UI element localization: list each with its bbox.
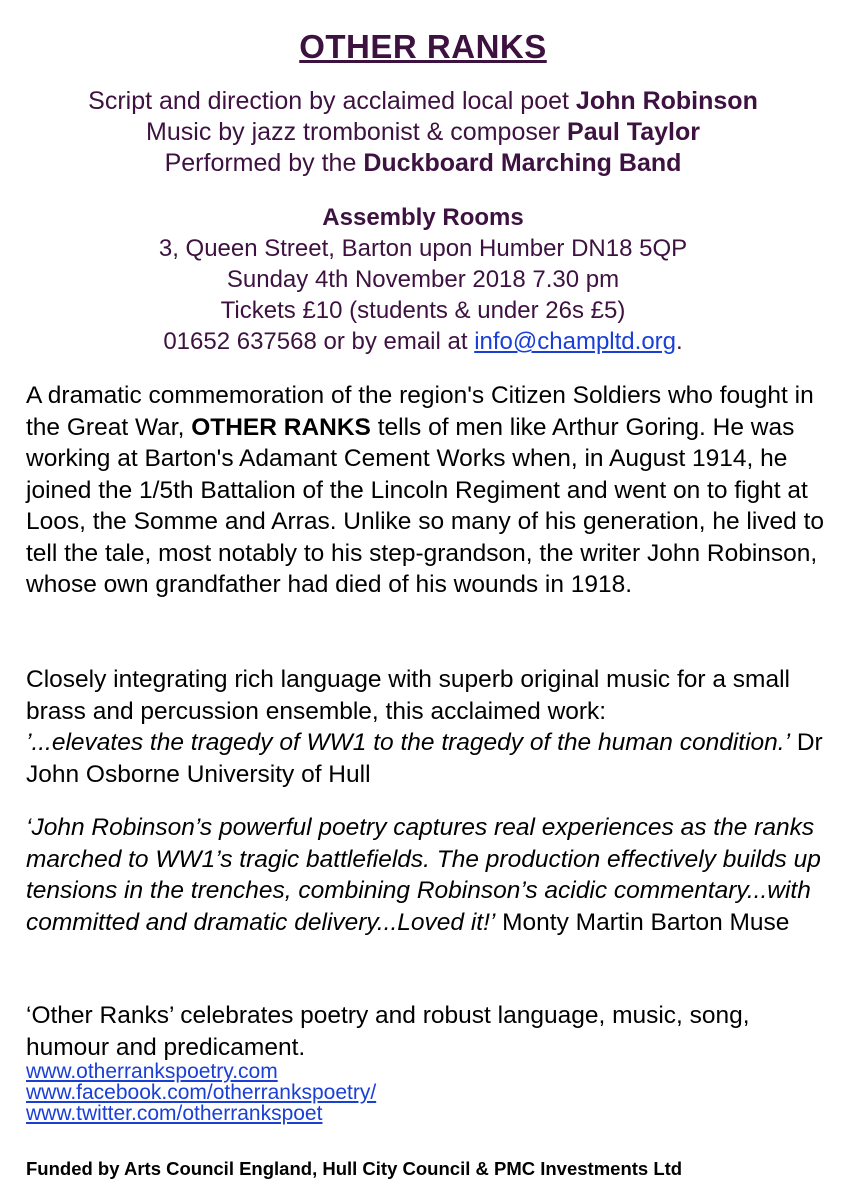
review-paragraph-martin: [26, 812, 826, 938]
twitter-link[interactable]: www.twitter.com/otherrankspoet: [26, 1102, 323, 1125]
links-list: [26, 1061, 376, 1124]
credit-line-script: [0, 86, 846, 117]
funding-credits: Funded by Arts Council England, Hull City Council & PMC Investments Ltd: [26, 1158, 683, 1179]
intro-text: Closely integrating rich language with superb original music for a small brass and percussion ensemble, this acclaimed work:: [26, 666, 790, 725]
ticket-prices: Tickets £10 (students & under 26s £5): [220, 297, 626, 324]
email-link[interactable]: info@champltd.org: [474, 328, 676, 355]
description-text-cont: tells of men like Arthur Goring. He was working at Barton's Adamant Cement Works when, in August 1914, he joined the 1/5th Battalion of the Lincoln Regiment and went on to fight at Loos, the Somme and Arras. Unlike so many of his generation, he lived to tell the tale, most notably to his step-grandson, the writer John Robinson, whose own grandfather had died of his wounds in 1918.: [26, 413, 825, 598]
review-attribution: Dr John Osborne University of Hull: [26, 729, 823, 788]
show-name-bold: OTHER RANKS: [191, 413, 371, 441]
credit-line-music: [0, 117, 846, 148]
review-attribution: Monty Martin Barton Muse: [495, 908, 790, 936]
credit-name: John Robinson: [575, 87, 758, 115]
credit-name: Duckboard Marching Band: [363, 149, 682, 177]
venue-block: [0, 202, 846, 357]
description-paragraph: [26, 380, 826, 601]
closing-paragraph: ‘Other Ranks’ celebrates poetry and robust language, music, song, humour and predicament.: [26, 1002, 750, 1061]
review-quote: ‘John Robinson’s powerful poetry captures real experiences as the ranks marched to WW1’s tragic battlefields. The production effectively builds up tensions in the trenches, combining Robinson’s acidic commentary...with committed and dramatic delivery...Loved it!’: [26, 814, 821, 936]
credits-block: [0, 86, 846, 179]
contact-phone: 01652 637568 or by email at: [163, 328, 475, 355]
event-date-time: Sunday 4th November 2018 7.30 pm: [226, 266, 620, 293]
website-link[interactable]: www.otherrankspoetry.com: [26, 1060, 278, 1083]
review-quote: ’...elevates the tragedy of WW1 to the tragedy of the human condition.’: [26, 729, 791, 756]
contact-line: [0, 326, 846, 357]
page-title: OTHER RANKS: [299, 28, 547, 65]
review-paragraph-osborne: [26, 664, 826, 790]
credit-label: Script and direction by acclaimed local poet: [88, 87, 576, 115]
facebook-link[interactable]: www.facebook.com/otherrankspoetry/: [26, 1081, 377, 1104]
credit-line-performed: [0, 148, 846, 179]
credit-name: Paul Taylor: [567, 118, 700, 146]
venue-name-text: Assembly Rooms: [322, 204, 524, 231]
credit-label: Music by jazz trombonist & composer: [146, 118, 568, 146]
venue-name: [0, 202, 846, 233]
venue-address: 3, Queen Street, Barton upon Humber DN18 5QP: [158, 235, 688, 262]
credit-label: Performed by the: [164, 149, 364, 177]
description-text: A dramatic commemoration of the region's Citizen Soldiers who fought in the Great War,: [26, 382, 814, 441]
contact-suffix: .: [676, 328, 683, 355]
